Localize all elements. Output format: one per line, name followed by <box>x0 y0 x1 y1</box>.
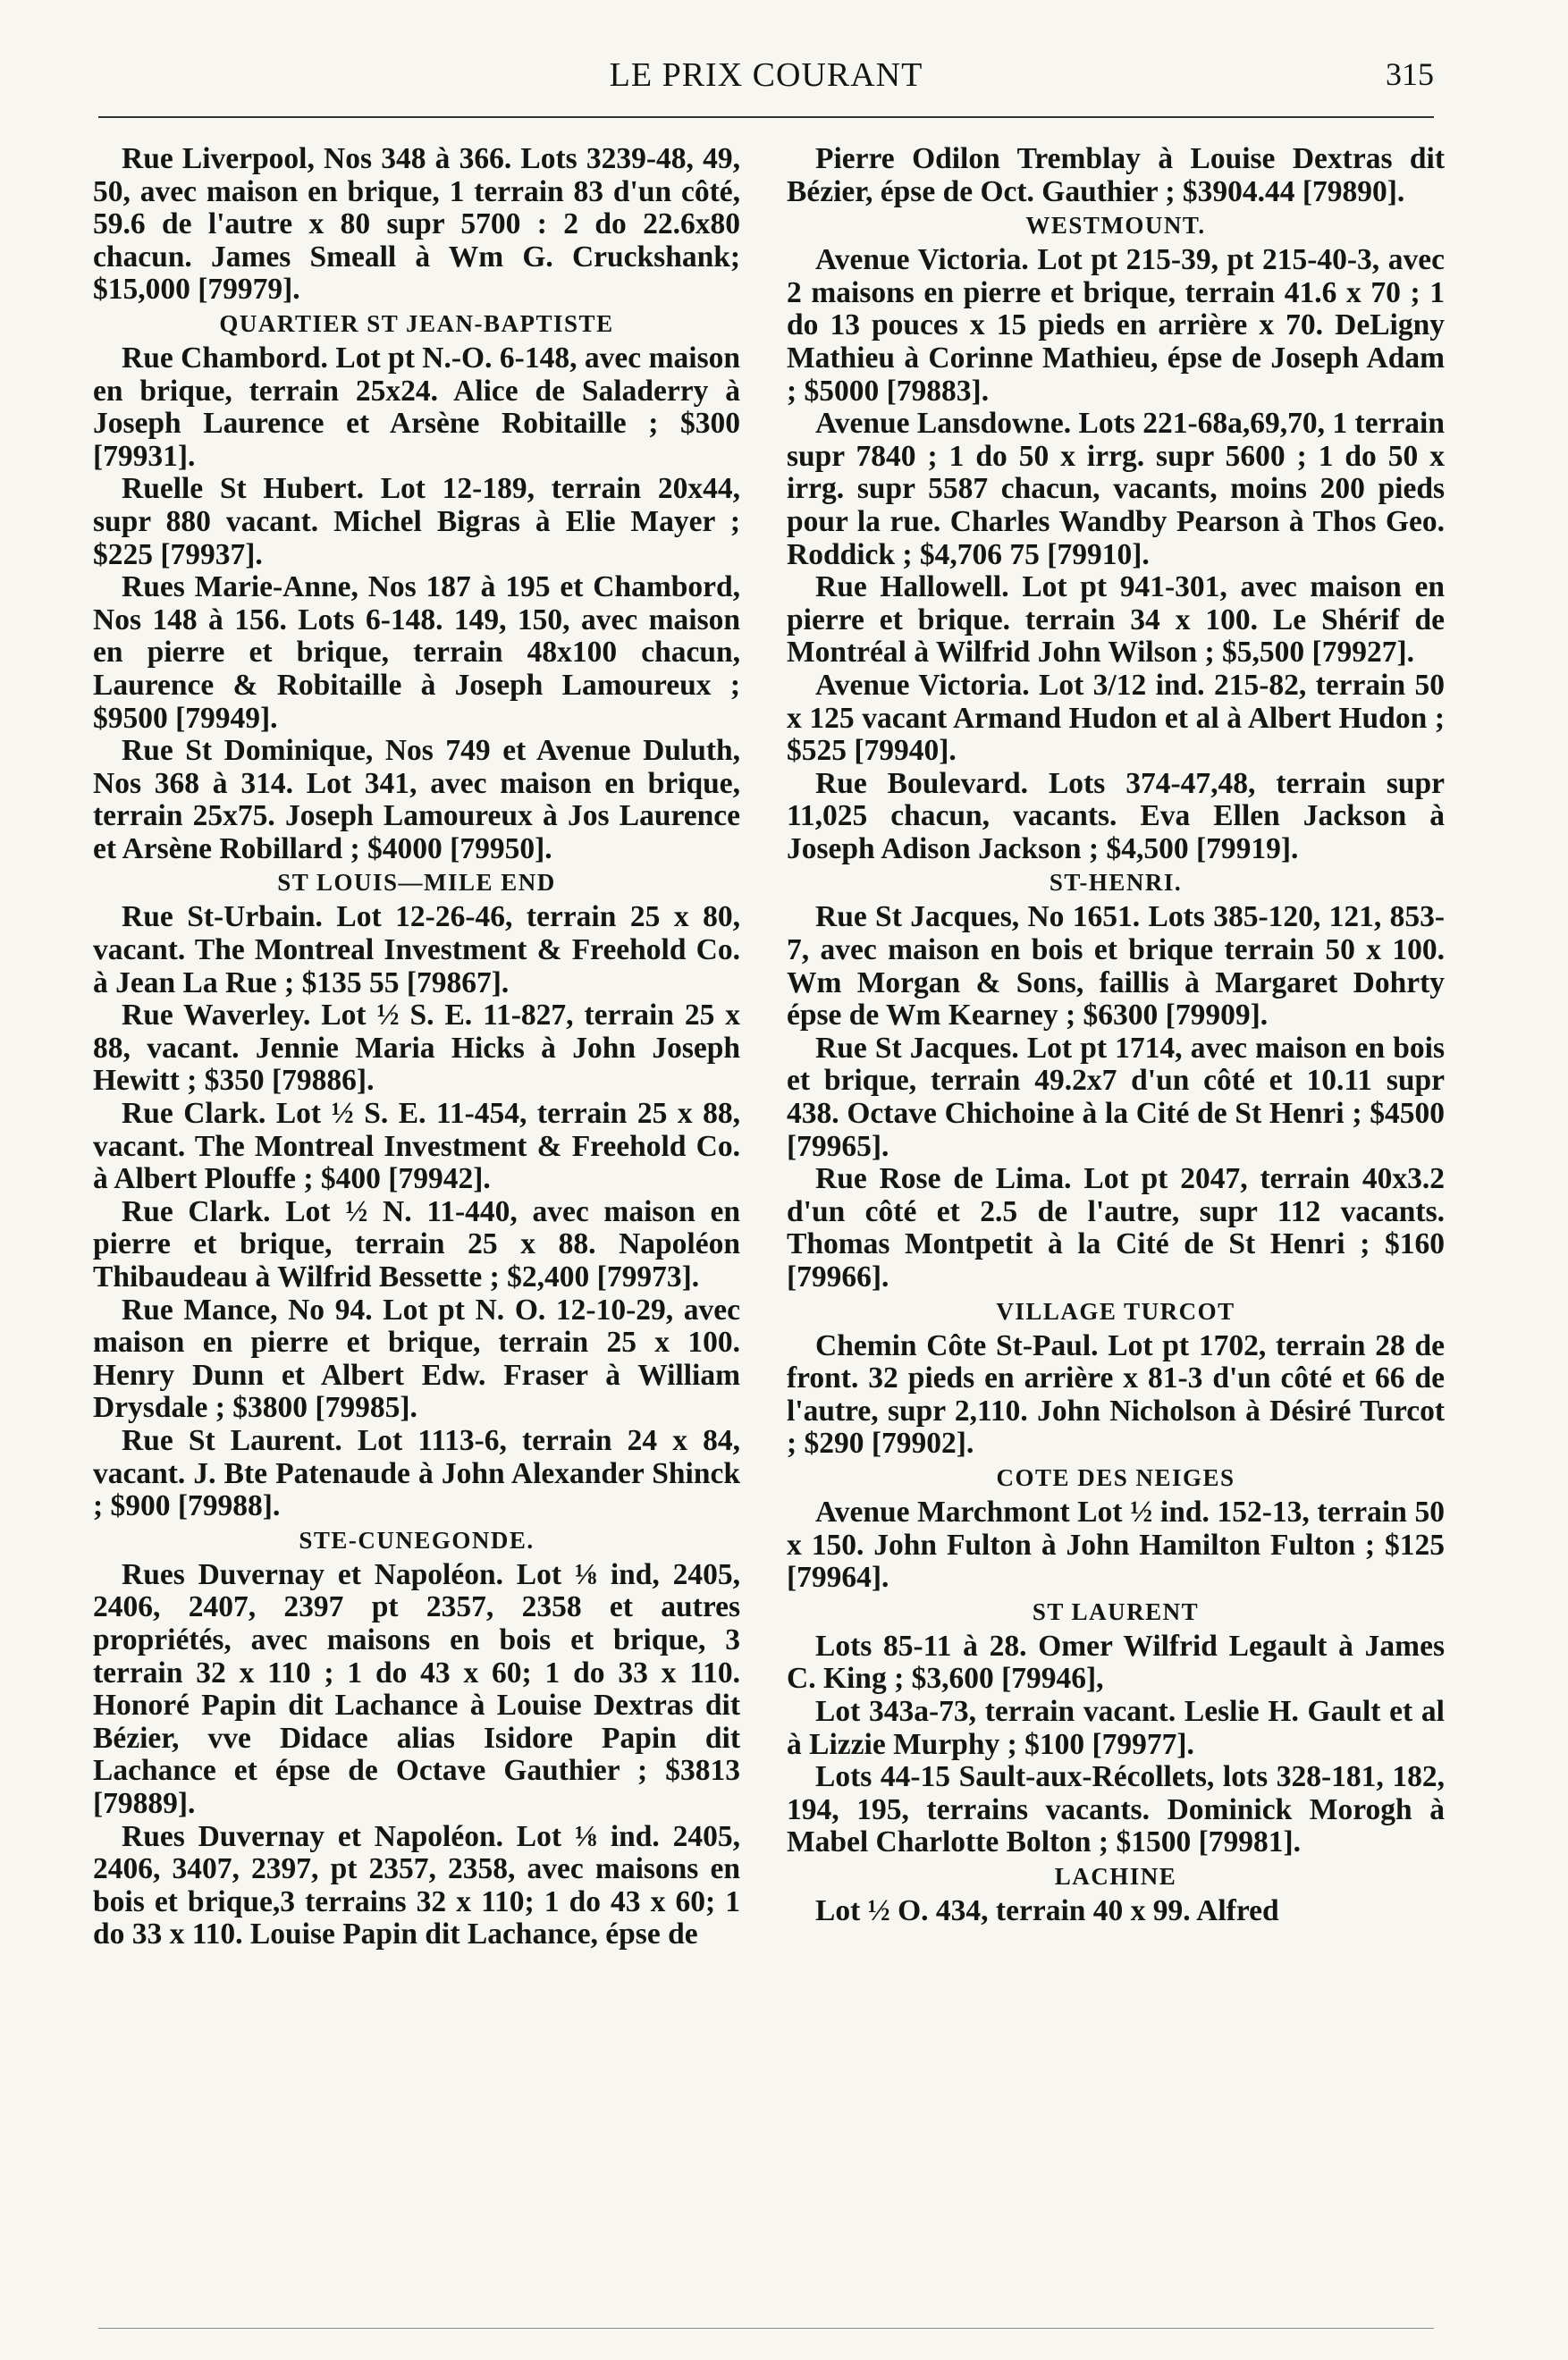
listing-entry: Rue St Jacques, No 1651. Lots 385-120, 121, 853-7, avec maison en bois et brique terrain 50 x 100. Wm Morgan & Sons, faillis à Margaret Dohrty épse de Wm Kearney ; $6300 [79909]. <box>787 900 1445 1032</box>
listing-entry: Chemin Côte St-Paul. Lot pt 1702, terrain 28 de front. 32 pieds en arrière x 81-3 d'un côté et 66 de l'autre, supr 2,110. John Nicholson à Désiré Turcot ; $290 [79902]. <box>787 1328 1445 1461</box>
listing-entry: Rue Clark. Lot ½ N. 11-440, avec maison en pierre et brique, terrain 25 x 88. Napoléon Thibaudeau à Wilfrid Bessette ; $2,400 [79973]. <box>93 1194 740 1294</box>
left-column <box>93 143 740 1951</box>
section-heading: WESTMOUNT. <box>1025 212 1206 240</box>
listing-entry: Lots 85-11 à 28. Omer Wilfrid Legault à James C. King ; $3,600 [79946], <box>787 1629 1445 1696</box>
listing-entry: Lots 44-15 Sault-aux-Récollets, lots 328-181, 182, 194, 195, terrains vacants. Dominick Morogh à Mabel Charlotte Bolton ; $1500 [79981]. <box>787 1760 1445 1859</box>
section-heading: ST LAURENT <box>1032 1597 1200 1625</box>
listing-entry: Avenue Victoria. Lot 3/12 ind. 215-82, terrain 50 x 125 vacant Armand Hudon et al à Albert Hudon ; $525 [79940]. <box>787 668 1445 768</box>
section-heading: LACHINE <box>1054 1862 1177 1890</box>
listing-entry: Rue Chambord. Lot pt N.-O. 6-148, avec maison en brique, terrain 25x24. Alice de Saladerry à Joseph Laurence et Arsène Robitaille ; $300 [79931]. <box>93 341 740 473</box>
listing-entry: Lot 343a-73, terrain vacant. Leslie H. Gault et al à Lizzie Murphy ; $100 [79977]. <box>787 1694 1445 1761</box>
section-heading: COTE DES NEIGES <box>996 1463 1235 1491</box>
footer-rule <box>98 2328 1434 2329</box>
listing-entry: Rue Hallowell. Lot pt 941-301, avec maison en pierre et brique. terrain 34 x 100. Le Shérif de Montréal à Wilfrid John Wilson ; $5,500 [79927]. <box>787 570 1445 670</box>
listing-entry: Rue Waverley. Lot ½ S. E. 11-827, terrain 25 x 88, vacant. Jennie Maria Hicks à John Joseph Hewitt ; $350 [79886]. <box>93 999 740 1098</box>
header-rule <box>98 116 1434 118</box>
listing-entry: Avenue Marchmont Lot ½ ind. 152-13, terrain 50 x 150. John Fulton à John Hamilton Fulton ; $125 [79964]. <box>787 1495 1445 1595</box>
listing-entry: Pierre Odilon Tremblay à Louise Dextras dit Bézier, épse de Oct. Gauthier ; $3904.44 [79890]. <box>787 142 1445 208</box>
section-heading: ST LOUIS—MILE END <box>277 869 556 897</box>
section-heading: VILLAGE TURCOT <box>996 1297 1235 1325</box>
listing-entry: Rue Clark. Lot ½ S. E. 11-454, terrain 25 x 88, vacant. The Montreal Investment & Freehold Co. à Albert Plouffe ; $400 [79942]. <box>93 1097 740 1196</box>
page-number: 315 <box>1386 56 1434 92</box>
section-heading: QUARTIER ST JEAN-BAPTISTE <box>219 309 614 337</box>
page-title: LE PRIX COURANT <box>609 56 923 94</box>
listing-entry: Rue St-Urbain. Lot 12-26-46, terrain 25 x 80, vacant. The Montreal Investment & Freehold Co. à Jean La Rue ; $135 55 [79867]. <box>93 900 740 999</box>
listing-entry: Avenue Victoria. Lot pt 215-39, pt 215-40-3, avec 2 maisons en pierre et brique, terrain 41.6 x 70 ; 1 do 13 pouces x 15 pieds en arrière x 70. DeLigny Mathieu à Corinne Mathieu, épse de Joseph Adam ; $5000 [79883]. <box>787 243 1445 408</box>
section-heading: STE-CUNEGONDE. <box>299 1526 535 1554</box>
listing-entry: Rue Liverpool, Nos 348 à 366. Lots 3239-48, 49, 50, avec maison en brique, 1 terrain 83 d'un côté, 59.6 de l'autre x 80 supr 5700 : 2 do 22.6x80 chacun. James Smeall à Wm G. Cruckshank; $15,000 [79979]. <box>93 142 740 307</box>
listing-entry: Lot ½ O. 434, terrain 40 x 99. Alfred <box>815 1893 1279 1927</box>
listing-entry: Rue St Laurent. Lot 1113-6, terrain 24 x 84, vacant. J. Bte Patenaude à John Alexander Shinck ; $900 [79988]. <box>93 1423 740 1523</box>
listing-entry: Rue Mance, No 94. Lot pt N. O. 12-10-29, avec maison en pierre et brique, terrain 25 x 100. Henry Dunn et Albert Edw. Fraser à William Drysdale ; $3800 [79985]. <box>93 1293 740 1425</box>
listing-entry: Rues Marie-Anne, Nos 187 à 195 et Chambord, Nos 148 à 156. Lots 6-148. 149, 150, avec maison en pierre et brique, terrain 48x100 chacun, Laurence & Robitaille à Joseph Lamoureux ; $9500 [79949]. <box>93 570 740 735</box>
listing-entry: Rue Rose de Lima. Lot pt 2047, terrain 40x3.2 d'un côté et 2.5 de l'autre, supr 112 vacants. Thomas Montpetit à la Cité de St Henri ; $160 [79966]. <box>787 1162 1445 1294</box>
right-column <box>787 143 1445 1928</box>
listing-entry: Rues Duvernay et Napoléon. Lot ⅛ ind, 2405, 2406, 2407, 2397 pt 2357, 2358 et autres propriétés, avec maisons en bois et brique, 3 terrain 32 x 110 ; 1 do 43 x 60; 1 do 33 x 110. Honoré Papin dit Lachance à Louise Dextras dit Bézier, vve Didace alias Isidore Papin dit Lachance et épse de Octave Gauthier ; $3813 [79889]. <box>93 1557 740 1820</box>
listing-entry: Rue St Jacques. Lot pt 1714, avec maison en bois et brique, terrain 49.2x7 d'un côté et 10.11 supr 438. Octave Chichoine à la Cité de St Henri ; $4500 [79965]. <box>787 1031 1445 1163</box>
listing-entry: Rues Duvernay et Napoléon. Lot ⅛ ind. 2405, 2406, 3407, 2397, pt 2357, 2358, avec maisons en bois et brique,3 terrains 32 x 110; 1 do 43 x 60; 1 do 33 x 110. Louise Papin dit Lachance, épse de <box>93 1819 740 1951</box>
listing-entry: Rue St Dominique, Nos 749 et Avenue Duluth, Nos 368 à 314. Lot 341, avec maison en brique, terrain 25x75. Joseph Lamoureux à Jos Laurence et Arsène Robillard ; $4000 [79950]. <box>93 734 740 865</box>
listing-entry: Avenue Lansdowne. Lots 221-68a,69,70, 1 terrain supr 7840 ; 1 do 50 x irrg. supr 5600 ; 1 do 50 x irrg. supr 5587 chacun, vacants, moins 200 pieds pour la rue. Charles Wandby Pearson à Thos Geo. Roddick ; $4,706 75 [79910]. <box>787 407 1445 571</box>
listing-entry: Ruelle St Hubert. Lot 12-189, terrain 20x44, supr 880 vacant. Michel Bigras à Elie Mayer ; $225 [79937]. <box>93 472 740 571</box>
page-header <box>98 55 1434 109</box>
section-heading: ST-HENRI. <box>1049 869 1183 897</box>
listing-entry: Rue Boulevard. Lots 374-47,48, terrain supr 11,025 chacun, vacants. Eva Ellen Jackson à Joseph Adison Jackson ; $4,500 [79919]. <box>787 766 1445 865</box>
